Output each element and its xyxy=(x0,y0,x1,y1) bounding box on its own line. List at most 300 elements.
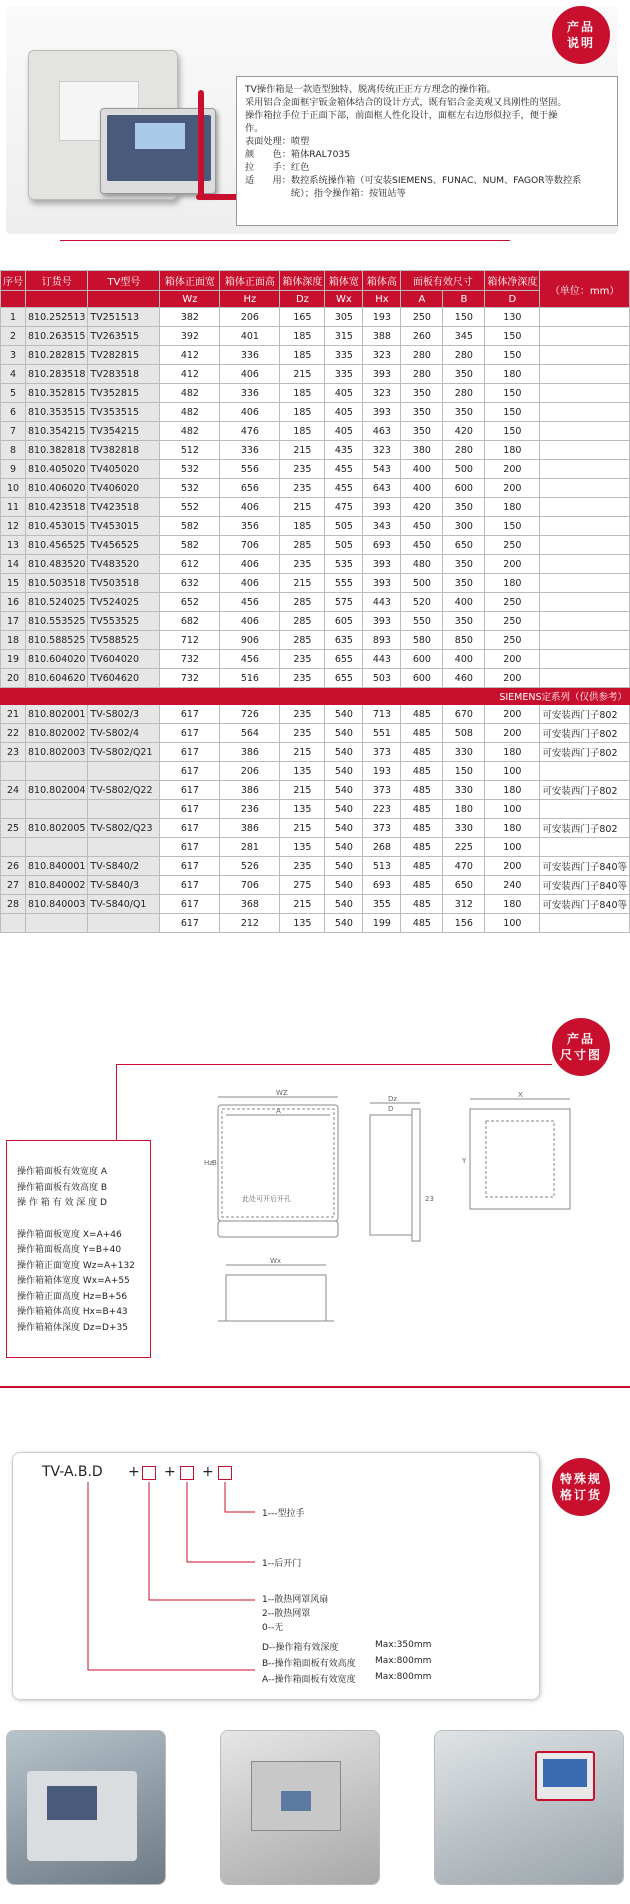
table-cell: 810.406020 xyxy=(26,479,88,498)
table-cell: 323 xyxy=(363,441,401,460)
table-cell: 373 xyxy=(363,743,401,762)
table-cell: 480 xyxy=(401,555,443,574)
table-cell: 250 xyxy=(485,593,540,612)
table-cell: 508 xyxy=(443,724,485,743)
table-cell: 485 xyxy=(401,838,443,857)
table-cell: 15 xyxy=(1,574,26,593)
table-cell: 810.604020 xyxy=(26,650,88,669)
table-cell: 156 xyxy=(443,914,485,933)
table-cell: 16 xyxy=(1,593,26,612)
table-cell: 540 xyxy=(325,724,363,743)
table-cell: 810.604620 xyxy=(26,669,88,688)
table-cell: 23 xyxy=(1,743,26,762)
table-cell: TV-S840/2 xyxy=(88,857,160,876)
table-cell xyxy=(540,631,630,650)
header-wz: 箱体正面宽 xyxy=(160,271,220,291)
table-cell: 可安装西门子840等 xyxy=(540,857,630,876)
table-cell: 906 xyxy=(220,631,280,650)
table-cell: 330 xyxy=(443,743,485,762)
table-cell: 500 xyxy=(443,460,485,479)
label-x: X xyxy=(518,1091,523,1099)
table-cell: 200 xyxy=(485,724,540,743)
table-cell: 26 xyxy=(1,857,26,876)
table-cell: 435 xyxy=(325,441,363,460)
table-cell: 551 xyxy=(363,724,401,743)
table-cell: 135 xyxy=(280,838,325,857)
table-cell: 400 xyxy=(443,593,485,612)
option-box-1 xyxy=(142,1466,156,1480)
table-cell: 810.252513 xyxy=(26,308,88,327)
table-cell: 6 xyxy=(1,403,26,422)
table-cell: 215 xyxy=(280,365,325,384)
intro-line: 采用铝合金面框宇钣金箱体结合的设计方式，既有铝合金美观又具刚性的坚固。 xyxy=(245,97,567,108)
table-cell: 150 xyxy=(443,308,485,327)
table-cell xyxy=(540,460,630,479)
table-cell: 13 xyxy=(1,536,26,555)
table-cell: 280 xyxy=(401,365,443,384)
table-cell: 485 xyxy=(401,705,443,724)
spec-b-max: Max:800mm xyxy=(375,1656,432,1666)
table-cell: 810.503518 xyxy=(26,574,88,593)
plus-2: + xyxy=(164,1464,176,1480)
table-cell: 19 xyxy=(1,650,26,669)
table-cell: TV524025 xyxy=(88,593,160,612)
label-d: D xyxy=(388,1105,394,1113)
table-cell: 520 xyxy=(401,593,443,612)
table-cell: 388 xyxy=(363,327,401,346)
table-cell: 135 xyxy=(280,800,325,819)
table-cell: 655 xyxy=(325,669,363,688)
table-cell: 450 xyxy=(401,517,443,536)
table-cell: 540 xyxy=(325,819,363,838)
spec-b: B--操作箱面板有效高度 xyxy=(262,1659,356,1669)
table-cell: 612 xyxy=(160,555,220,574)
table-cell: 401 xyxy=(220,327,280,346)
table-cell: 150 xyxy=(485,384,540,403)
table-cell: 512 xyxy=(160,441,220,460)
table-cell: 693 xyxy=(363,876,401,895)
table-cell: 810.423518 xyxy=(26,498,88,517)
table-cell: 810.483520 xyxy=(26,555,88,574)
table-cell xyxy=(540,327,630,346)
dims-line-v xyxy=(116,1064,117,1140)
table-cell: 343 xyxy=(363,517,401,536)
label-wx: Wx xyxy=(270,1257,282,1265)
table-cell: 185 xyxy=(280,346,325,365)
table-cell: 380 xyxy=(401,441,443,460)
intro-line: 适 用：数控系统操作箱（可安装SIEMENS、FUNAC、NUM、FAGOR等数控系 xyxy=(245,175,582,186)
option-none: 0--无 xyxy=(262,1623,284,1633)
table-cell: 456 xyxy=(220,593,280,612)
table-row xyxy=(1,441,630,460)
table-cell xyxy=(1,838,26,857)
table-cell: 180 xyxy=(485,819,540,838)
table-cell: 393 xyxy=(363,612,401,631)
table-body-siemens xyxy=(1,705,630,933)
table-cell: 535 xyxy=(325,555,363,574)
table-cell: 200 xyxy=(485,669,540,688)
table-cell: 516 xyxy=(220,669,280,688)
table-cell: 280 xyxy=(443,346,485,365)
table-cell: 235 xyxy=(280,650,325,669)
table-row xyxy=(1,895,630,914)
table-cell: 355 xyxy=(363,895,401,914)
table-cell: 564 xyxy=(220,724,280,743)
table-cell: 5 xyxy=(1,384,26,403)
table-cell: 485 xyxy=(401,876,443,895)
table-row xyxy=(1,631,630,650)
table-cell: 540 xyxy=(325,800,363,819)
table-cell xyxy=(26,800,88,819)
sub-hz: Hz xyxy=(220,291,280,308)
intro-line: TV操作箱是一款造型独特、脱离传统正正方方理念的操作箱。 xyxy=(245,84,496,95)
table-cell xyxy=(540,498,630,517)
table-cell: 810.283518 xyxy=(26,365,88,384)
table-cell: 732 xyxy=(160,669,220,688)
table-cell: TV-S802/Q23 xyxy=(88,819,160,838)
table-row xyxy=(1,403,630,422)
table-cell xyxy=(540,346,630,365)
table-cell: 386 xyxy=(220,819,280,838)
table-cell: 240 xyxy=(485,876,540,895)
table-cell: 485 xyxy=(401,781,443,800)
table-cell: 405 xyxy=(325,384,363,403)
table-cell xyxy=(540,914,630,933)
table-cell: 12 xyxy=(1,517,26,536)
photo-machine-2 xyxy=(220,1730,380,1885)
table-row xyxy=(1,819,630,838)
table-cell: 可安装西门子840等 xyxy=(540,876,630,895)
table-cell: 200 xyxy=(485,705,540,724)
table-cell: 482 xyxy=(160,384,220,403)
table-cell: 150 xyxy=(485,403,540,422)
table-cell: TV456525 xyxy=(88,536,160,555)
photo-machine-1 xyxy=(6,1730,166,1885)
table-cell: 386 xyxy=(220,743,280,762)
table-row xyxy=(1,327,630,346)
intro-line: 作。 xyxy=(245,123,264,134)
table-cell: 540 xyxy=(325,876,363,895)
table-row xyxy=(1,612,630,631)
table-cell xyxy=(88,762,160,781)
table-cell: 810.353515 xyxy=(26,403,88,422)
table-cell: 336 xyxy=(220,384,280,403)
table-row xyxy=(1,876,630,895)
dims-legend: 操作箱面板有效宽度 A 操作箱面板有效高度 B 操 作 箱 有 效 深 度 D 操作箱面板宽度 X=A+46 操作箱面板高度 Y=B+40 操作箱正面宽度 Wz=A+132 操作箱箱体宽度 Wx=A+55 操作箱正面高度 Hz=B+56 操作箱箱体高度 Hx=B+43 操作箱箱体深度 Dz=D+35 xyxy=(6,1140,151,1358)
table-cell: 485 xyxy=(401,857,443,876)
table-row xyxy=(1,498,630,517)
table-cell: 4 xyxy=(1,365,26,384)
table-cell: 180 xyxy=(485,743,540,762)
table-cell: 285 xyxy=(280,631,325,650)
table-cell: 555 xyxy=(325,574,363,593)
table-cell: 712 xyxy=(160,631,220,650)
table-cell: 可安装西门子802 xyxy=(540,819,630,838)
table-cell: 可安装西门子802 xyxy=(540,781,630,800)
header-d: 箱体净深度 xyxy=(485,271,540,291)
table-cell: 225 xyxy=(443,838,485,857)
table-cell: 260 xyxy=(401,327,443,346)
header-dz: 箱体深度 xyxy=(280,271,325,291)
table-cell: 810.282815 xyxy=(26,346,88,365)
table-cell: 393 xyxy=(363,555,401,574)
table-cell: TV251513 xyxy=(88,308,160,327)
table-cell: 200 xyxy=(485,460,540,479)
table-cell: 406 xyxy=(220,574,280,593)
table-row xyxy=(1,669,630,688)
table-cell: 650 xyxy=(443,876,485,895)
table-cell: 180 xyxy=(485,895,540,914)
header-wx: 箱体宽 xyxy=(325,271,363,291)
table-cell: 223 xyxy=(363,800,401,819)
sub-dz: Dz xyxy=(280,291,325,308)
table-cell: 450 xyxy=(401,536,443,555)
table-cell: 250 xyxy=(485,536,540,555)
table-cell xyxy=(26,914,88,933)
table-cell: 850 xyxy=(443,631,485,650)
table-cell: TV263515 xyxy=(88,327,160,346)
table-cell: 420 xyxy=(401,498,443,517)
intro-line: 表面处理：喷塑 xyxy=(245,136,310,147)
table-cell: 810.354215 xyxy=(26,422,88,441)
table-cell: 3 xyxy=(1,346,26,365)
table-cell: 406 xyxy=(220,403,280,422)
table-cell: 323 xyxy=(363,384,401,403)
table-cell: 235 xyxy=(280,460,325,479)
table-cell: 476 xyxy=(220,422,280,441)
table-cell: 810.553525 xyxy=(26,612,88,631)
table-cell: 670 xyxy=(443,705,485,724)
label-a: A xyxy=(276,1107,281,1115)
table-cell: 350 xyxy=(443,498,485,517)
sub-wz: Wz xyxy=(160,291,220,308)
table-cell: 582 xyxy=(160,536,220,555)
table-row xyxy=(1,460,630,479)
table-cell: 150 xyxy=(485,422,540,441)
header-hz: 箱体正面高 xyxy=(220,271,280,291)
table-cell: 235 xyxy=(280,724,325,743)
table-cell: 130 xyxy=(485,308,540,327)
spec-d-max: Max:350mm xyxy=(375,1640,432,1650)
table-cell: 575 xyxy=(325,593,363,612)
label-b: B xyxy=(212,1159,217,1167)
table-cell: 632 xyxy=(160,574,220,593)
table-cell: 455 xyxy=(325,460,363,479)
table-cell: 150 xyxy=(485,327,540,346)
table-cell: 100 xyxy=(485,838,540,857)
table-cell: 可安装西门子840等 xyxy=(540,895,630,914)
label-hz: Hz xyxy=(204,1159,213,1167)
table-cell: 350 xyxy=(443,574,485,593)
table-cell xyxy=(88,914,160,933)
table-row xyxy=(1,422,630,441)
table-cell: 406 xyxy=(220,498,280,517)
table-cell: 100 xyxy=(485,914,540,933)
spec-table xyxy=(0,270,630,933)
table-cell: 206 xyxy=(220,308,280,327)
table-cell: 300 xyxy=(443,517,485,536)
siemens-label: SIEMENS定系列（仅供参考） xyxy=(1,688,630,705)
table-row xyxy=(1,593,630,612)
table-row xyxy=(1,574,630,593)
table-cell: 350 xyxy=(443,555,485,574)
table-row xyxy=(1,914,630,933)
table-cell: 323 xyxy=(363,346,401,365)
sub-wx: Wx xyxy=(325,291,363,308)
table-cell: 7 xyxy=(1,422,26,441)
table-cell: 617 xyxy=(160,914,220,933)
table-cell: 180 xyxy=(485,498,540,517)
table-cell: 617 xyxy=(160,876,220,895)
section-divider xyxy=(0,1386,630,1388)
table-cell: 810.840002 xyxy=(26,876,88,895)
table-cell: TV604620 xyxy=(88,669,160,688)
header-no: 序号 xyxy=(1,271,26,291)
table-cell: 485 xyxy=(401,743,443,762)
divider xyxy=(60,240,510,241)
table-cell: 540 xyxy=(325,895,363,914)
table-cell: 350 xyxy=(401,403,443,422)
table-row xyxy=(1,781,630,800)
table-cell: 656 xyxy=(220,479,280,498)
table-row xyxy=(1,724,630,743)
header-order: 订货号 xyxy=(26,271,88,291)
table-cell: 11 xyxy=(1,498,26,517)
table-row xyxy=(1,650,630,669)
plus-3: + xyxy=(202,1464,214,1480)
table-cell: 810.802002 xyxy=(26,724,88,743)
order-code: TV-A.B.D xyxy=(42,1464,103,1480)
table-cell: 456 xyxy=(220,650,280,669)
plus-1: + xyxy=(128,1464,140,1480)
table-cell xyxy=(540,612,630,631)
table-cell: 540 xyxy=(325,743,363,762)
header-unit: （单位：mm） xyxy=(540,271,630,308)
table-cell xyxy=(540,308,630,327)
table-cell: 652 xyxy=(160,593,220,612)
table-cell: 185 xyxy=(280,327,325,346)
table-cell xyxy=(540,384,630,403)
table-cell: 280 xyxy=(401,346,443,365)
table-cell: 810.263515 xyxy=(26,327,88,346)
table-cell: 200 xyxy=(485,857,540,876)
table-row xyxy=(1,346,630,365)
table-cell: 206 xyxy=(220,762,280,781)
table-cell: 503 xyxy=(363,669,401,688)
table-row xyxy=(1,536,630,555)
table-cell: 212 xyxy=(220,914,280,933)
table-cell: TV382818 xyxy=(88,441,160,460)
table-cell: 275 xyxy=(280,876,325,895)
table-cell xyxy=(1,800,26,819)
table-cell: 810.524025 xyxy=(26,593,88,612)
table-cell: 250 xyxy=(401,308,443,327)
table-cell: 406 xyxy=(220,555,280,574)
table-cell: 475 xyxy=(325,498,363,517)
table-cell: 455 xyxy=(325,479,363,498)
table-cell: 235 xyxy=(280,555,325,574)
table-cell: 350 xyxy=(443,403,485,422)
table-row xyxy=(1,384,630,403)
spec-d: D--操作箱有效深度 xyxy=(262,1643,339,1653)
table-cell: 2 xyxy=(1,327,26,346)
table-cell: 393 xyxy=(363,403,401,422)
table-cell: 810.382818 xyxy=(26,441,88,460)
table-cell xyxy=(26,838,88,857)
table-cell: 17 xyxy=(1,612,26,631)
table-cell: 635 xyxy=(325,631,363,650)
table-cell: 406 xyxy=(220,612,280,631)
table-cell: 9 xyxy=(1,460,26,479)
table-row xyxy=(1,743,630,762)
table-cell: 532 xyxy=(160,479,220,498)
table-cell: 810.840003 xyxy=(26,895,88,914)
table-cell: 540 xyxy=(325,762,363,781)
photo-machine-3 xyxy=(434,1730,624,1885)
table-cell: 185 xyxy=(280,517,325,536)
table-cell: 552 xyxy=(160,498,220,517)
table-cell: 180 xyxy=(485,574,540,593)
table-cell: 185 xyxy=(280,422,325,441)
table-row xyxy=(1,517,630,536)
table-cell xyxy=(540,441,630,460)
table-cell: 400 xyxy=(443,650,485,669)
order-badge: 特殊规 格订货 xyxy=(552,1458,610,1516)
table-cell: 100 xyxy=(485,800,540,819)
dims-line xyxy=(116,1064,552,1065)
table-cell: TV353515 xyxy=(88,403,160,422)
spec-a-max: Max:800mm xyxy=(375,1672,432,1682)
sub-a: A xyxy=(401,291,443,308)
table-cell: 810.453015 xyxy=(26,517,88,536)
table-cell: 305 xyxy=(325,308,363,327)
table-cell: 810.802005 xyxy=(26,819,88,838)
table-body-tv xyxy=(1,308,630,688)
table-cell: TV423518 xyxy=(88,498,160,517)
table-cell: 505 xyxy=(325,536,363,555)
table-cell: 336 xyxy=(220,346,280,365)
label-wz: WZ xyxy=(276,1089,288,1097)
table-cell: 600 xyxy=(401,650,443,669)
table-cell: 732 xyxy=(160,650,220,669)
table-cell xyxy=(540,838,630,857)
table-cell xyxy=(540,762,630,781)
table-row xyxy=(1,762,630,781)
table-cell: 412 xyxy=(160,346,220,365)
table-cell: TV553525 xyxy=(88,612,160,631)
table-cell xyxy=(1,762,26,781)
table-cell: 345 xyxy=(443,327,485,346)
table-cell: 356 xyxy=(220,517,280,536)
table-cell: 21 xyxy=(1,705,26,724)
table-cell: TV-S802/3 xyxy=(88,705,160,724)
table-cell: 150 xyxy=(485,346,540,365)
table-cell: 540 xyxy=(325,705,363,724)
table-cell: 617 xyxy=(160,895,220,914)
table-cell: 605 xyxy=(325,612,363,631)
table-cell: 199 xyxy=(363,914,401,933)
table-cell: 28 xyxy=(1,895,26,914)
table-cell: TV354215 xyxy=(88,422,160,441)
table-cell: 485 xyxy=(401,800,443,819)
table-cell: 330 xyxy=(443,819,485,838)
table-cell: 281 xyxy=(220,838,280,857)
table-cell: 180 xyxy=(443,800,485,819)
table-cell xyxy=(540,479,630,498)
table-cell: 582 xyxy=(160,517,220,536)
table-cell: 350 xyxy=(401,384,443,403)
table-cell xyxy=(540,650,630,669)
